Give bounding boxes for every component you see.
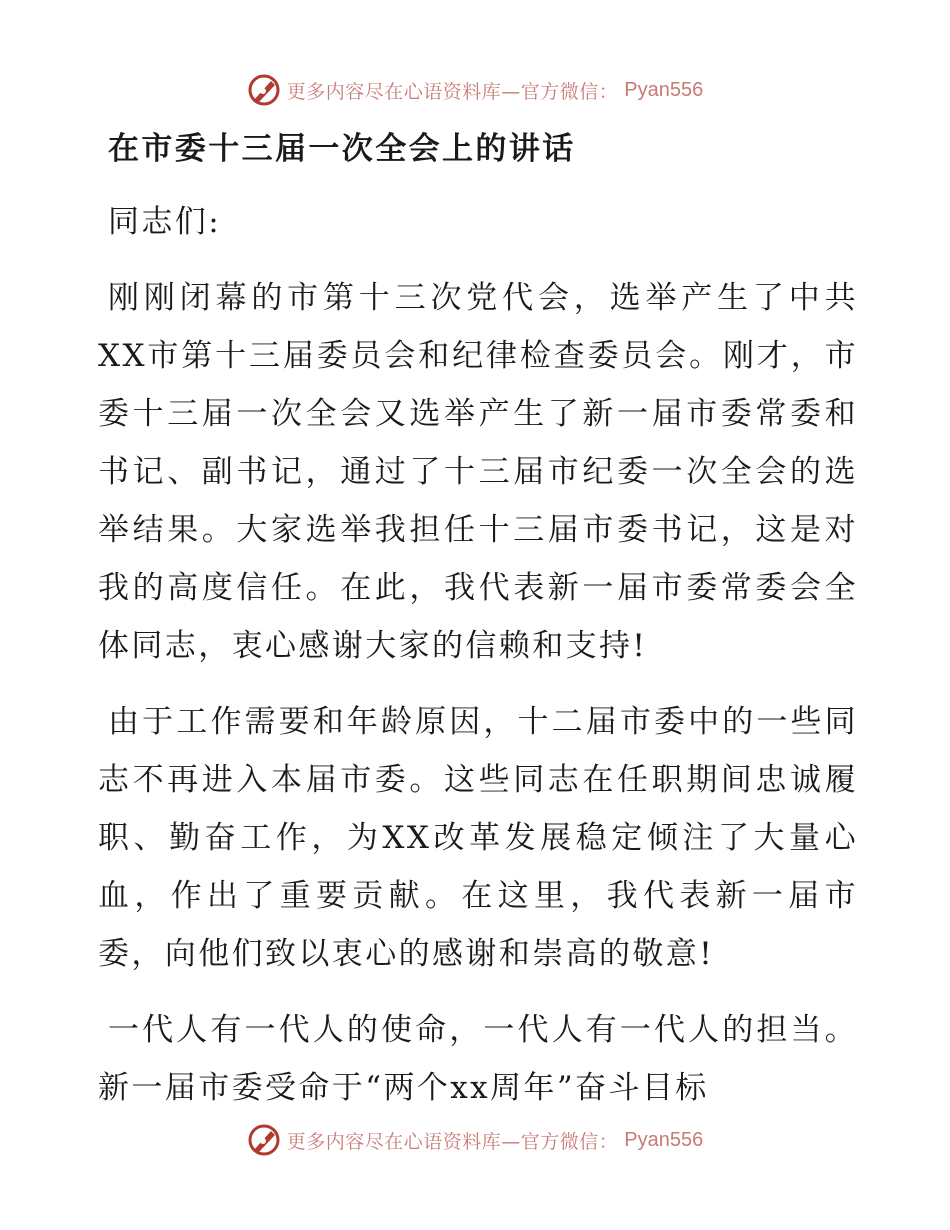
- banner-wechat-id: Pyan556: [624, 78, 704, 101]
- banner-wechat-id: Pyan556: [624, 1128, 704, 1151]
- footer-banner: [0, 1120, 950, 1160]
- header-banner: [0, 70, 950, 110]
- pen-logo-icon: [247, 73, 281, 107]
- paragraph: 刚刚闭幕的市第十三次党代会，选举产生了中共XX市第十三届委员会和纪律检查委员会。刚才，市委十三届一次全会又选举产生了新一届市委常委和书记、副书记，通过了十三届市纪委一次全会的选举结果。大家选举我担任十三届市委书记，这是对我的高度信任。在此，我代表新一届市委常委会全体同志，衷心感谢大家的信赖和支持!: [98, 280, 858, 664]
- pen-logo-icon: [247, 1123, 281, 1157]
- banner-text: 更多内容尽在心语资料库—官方微信：: [286, 1130, 619, 1153]
- banner-text: 更多内容尽在心语资料库—官方微信：: [286, 80, 619, 103]
- document-title: 在市委十三届一次全会上的讲话: [108, 131, 576, 167]
- document-body: [98, 120, 858, 1117]
- salutation: 同志们:: [108, 204, 222, 240]
- paragraph: 由于工作需要和年龄原因，十二届市委中的一些同志不再进入本届市委。这些同志在任职期间忠诚履职、勤奋工作，为XX改革发展稳定倾注了大量心血，作出了重要贡献。在这里，我代表新一届市委，向他们致以衷心的感谢和崇高的敬意!: [98, 704, 858, 972]
- paragraph: 一代人有一代人的使命，一代人有一代人的担当。新一届市委受命于“两个xx周年”奋斗目标: [98, 1012, 858, 1106]
